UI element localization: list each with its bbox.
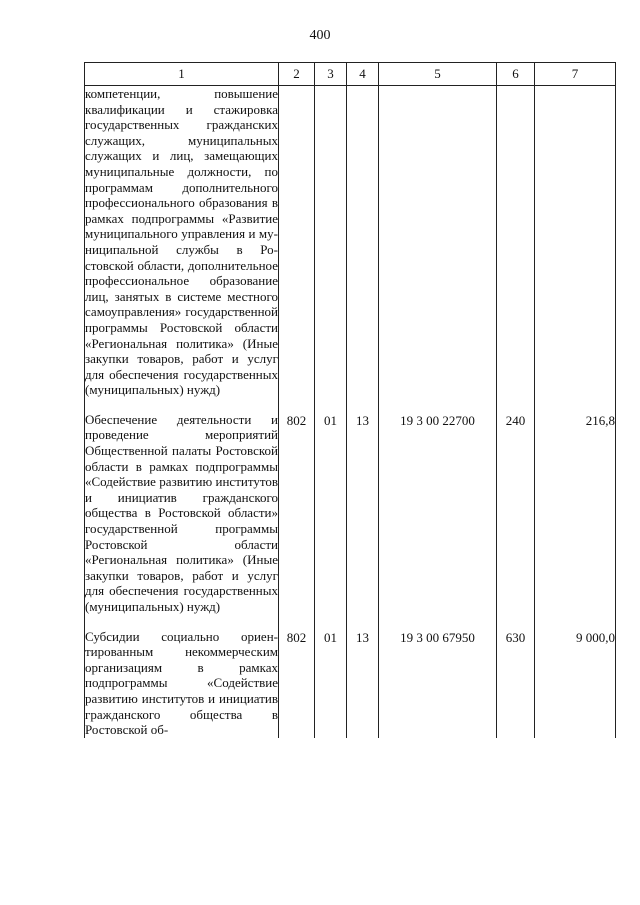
row-subsection-code: 13 bbox=[347, 398, 379, 615]
row-amount: 216,8 bbox=[535, 398, 616, 615]
row-ministry-code: 802 bbox=[279, 398, 315, 615]
table-row bbox=[85, 86, 616, 398]
row-expense-type bbox=[497, 86, 535, 398]
row-ministry-code bbox=[279, 86, 315, 398]
row-section-code: 01 bbox=[315, 615, 347, 738]
budget-table bbox=[84, 62, 616, 738]
column-header-5: 5 bbox=[379, 63, 497, 86]
row-target-article: 19 3 00 67950 bbox=[379, 615, 497, 738]
column-header-4: 4 bbox=[347, 63, 379, 86]
row-ministry-code: 802 bbox=[279, 615, 315, 738]
table-row bbox=[85, 398, 616, 615]
row-section-code: 01 bbox=[315, 398, 347, 615]
column-header-6: 6 bbox=[497, 63, 535, 86]
row-description: компетенции, повышение квалификации и стажировка государственных гражданских служащих, муниципальных служащих и лиц, замещающих муниципальные должности, по программам дополнительного профессионального образования в рамках подпрограммы «Развитие муниципального управления и муниципальной службы в Ростовской области, дополнительное профессиональное образование лиц, занятых в системе местного самоуправления» государственной программы Ростовской области «Региональная политика» (Иные закупки товаров, работ и услуг для обеспечения государственных (муниципальных) нужд) bbox=[85, 86, 278, 398]
row-target-article: 19 3 00 22700 bbox=[379, 398, 497, 615]
page-number: 400 bbox=[309, 28, 331, 43]
column-header-3: 3 bbox=[315, 63, 347, 86]
row-description: Обеспечение деятельности и проведение мероприятий Общественной палаты Ростовской области в рамках подпрограммы «Содействие развитию институтов и инициатив гражданского общества в Ростовской области» государственной программы Ростовской области «Региональная политика» (Иные закупки товаров, работ и услуг для обеспечения государственных (муниципальных) нужд) bbox=[85, 398, 279, 615]
row-expense-type: 240 bbox=[497, 398, 535, 615]
row-description: Субсидии социально ориентированным некоммерческим организациям в рамках подпрограммы «Содействие развитию институтов и инициатив гражданского общества в Ростовской об- bbox=[85, 615, 279, 738]
row-subsection-code bbox=[347, 86, 379, 398]
column-header-2: 2 bbox=[279, 63, 315, 86]
table-header-row bbox=[85, 63, 616, 86]
row-section-code bbox=[315, 86, 347, 398]
row-amount bbox=[535, 86, 616, 398]
row-amount: 9 000,0 bbox=[535, 615, 616, 738]
row-target-article bbox=[379, 86, 497, 398]
column-header-7: 7 bbox=[535, 63, 616, 86]
row-subsection-code: 13 bbox=[347, 615, 379, 738]
table-row bbox=[85, 615, 616, 738]
column-header-1: 1 bbox=[85, 63, 279, 86]
row-expense-type: 630 bbox=[497, 615, 535, 738]
